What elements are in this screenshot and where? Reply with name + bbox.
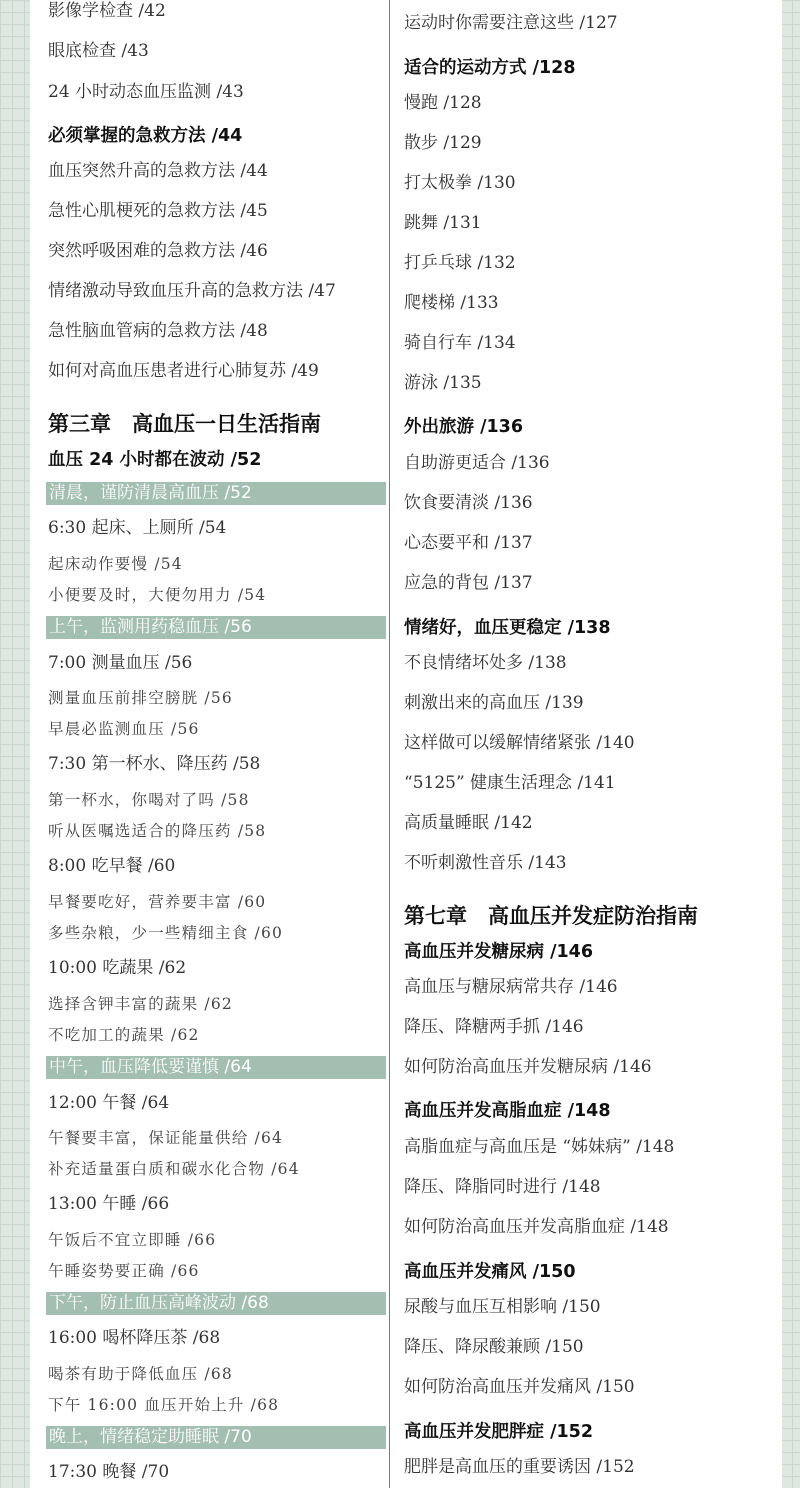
toc-period-band[interactable]: 下午，防止血压高峰波动 /68: [46, 1292, 386, 1315]
toc-subentry[interactable]: 午睡姿势要正确 /66: [48, 1262, 200, 1280]
toc-entry[interactable]: 应急的背包 /137: [404, 573, 533, 593]
toc-entry[interactable]: 慢跑 /128: [404, 93, 482, 113]
toc-entry[interactable]: 16:00 喝杯降压茶 /68: [48, 1328, 221, 1348]
toc-entry[interactable]: 跳舞 /131: [404, 213, 482, 233]
toc-entry[interactable]: 心态要平和 /137: [404, 533, 533, 553]
toc-entry[interactable]: 24 小时动态血压监测 /43: [48, 82, 244, 102]
toc-entry[interactable]: 血压突然升高的急救方法 /44: [48, 161, 268, 181]
toc-entry[interactable]: “5125” 健康生活理念 /141: [404, 773, 616, 793]
toc-subentry[interactable]: 午餐要丰富，保证能量供给 /64: [48, 1129, 284, 1147]
toc-entry[interactable]: 急性脑血管病的急救方法 /48: [48, 321, 268, 341]
toc-entry[interactable]: 如何对高血压患者进行心肺复苏 /49: [48, 361, 319, 381]
toc-section-heading[interactable]: 必须掌握的急救方法 /44: [48, 126, 243, 146]
toc-entry[interactable]: 骑自行车 /134: [404, 333, 516, 353]
chapter-heading[interactable]: 第七章 高血压并发症防治指南: [404, 904, 698, 928]
toc-subentry[interactable]: 小便要及时，大便勿用力 /54: [48, 586, 267, 604]
toc-entry[interactable]: 影像学检查 /42: [48, 1, 166, 21]
toc-entry[interactable]: 如何防治高血压并发糖尿病 /146: [404, 1057, 652, 1077]
toc-entry[interactable]: 17:30 晚餐 /70: [48, 1462, 170, 1482]
toc-entry[interactable]: 高血压与糖尿病常共存 /146: [404, 977, 618, 997]
toc-entry[interactable]: 不良情绪坏处多 /138: [404, 653, 567, 673]
toc-subentry[interactable]: 早餐要吃好，营养要丰富 /60: [48, 893, 267, 911]
toc-entry[interactable]: 游泳 /135: [404, 373, 482, 393]
column-divider: [389, 0, 390, 1488]
toc-entry[interactable]: 如何防治高血压并发高脂血症 /148: [404, 1217, 669, 1237]
toc-entry[interactable]: 高脂血症与高血压是 “姊妹病” /148: [404, 1137, 675, 1157]
toc-entry[interactable]: 不听刺激性音乐 /143: [404, 853, 567, 873]
toc-entry[interactable]: 12:00 午餐 /64: [48, 1093, 170, 1113]
toc-entry[interactable]: 这样做可以缓解情绪紧张 /140: [404, 733, 635, 753]
toc-subentry[interactable]: 多些杂粮，少一些精细主食 /60: [48, 924, 284, 942]
toc-subentry[interactable]: 选择含钾丰富的蔬果 /62: [48, 995, 233, 1013]
toc-entry[interactable]: 肥胖是高血压的重要诱因 /152: [404, 1457, 635, 1477]
toc-entry[interactable]: 13:00 午睡 /66: [48, 1194, 170, 1214]
toc-subentry[interactable]: 听从医嘱选适合的降压药 /58: [48, 822, 267, 840]
toc-entry[interactable]: 尿酸与血压互相影响 /150: [404, 1297, 601, 1317]
toc-entry[interactable]: 情绪激动导致血压升高的急救方法 /47: [48, 281, 336, 301]
toc-period-band[interactable]: 中午，血压降低要谨慎 /64: [46, 1056, 386, 1079]
toc-section-heading[interactable]: 高血压并发糖尿病 /146: [404, 942, 594, 962]
toc-entry[interactable]: 打乒乓球 /132: [404, 253, 516, 273]
toc-entry[interactable]: 降压、降糖两手抓 /146: [404, 1017, 584, 1037]
toc-entry[interactable]: 降压、降尿酸兼顾 /150: [404, 1337, 584, 1357]
toc-section-heading[interactable]: 血压 24 小时都在波动 /52: [48, 450, 262, 470]
toc-entry[interactable]: 刺激出来的高血压 /139: [404, 693, 584, 713]
toc-subentry[interactable]: 早晨必监测血压 /56: [48, 720, 200, 738]
toc-section-heading[interactable]: 适合的运动方式 /128: [404, 58, 576, 78]
toc-section-heading[interactable]: 高血压并发肥胖症 /152: [404, 1422, 594, 1442]
toc-entry[interactable]: 突然呼吸困难的急救方法 /46: [48, 241, 268, 261]
toc-entry[interactable]: 7:00 测量血压 /56: [48, 653, 193, 673]
toc-period-band[interactable]: 上午，监测用药稳血压 /56: [46, 616, 386, 639]
toc-period-band[interactable]: 晚上，情绪稳定助睡眠 /70: [46, 1426, 386, 1449]
toc-subentry[interactable]: 午饭后不宜立即睡 /66: [48, 1231, 217, 1249]
toc-entry[interactable]: 高质量睡眠 /142: [404, 813, 533, 833]
toc-section-heading[interactable]: 情绪好，血压更稳定 /138: [404, 618, 611, 638]
toc-entry[interactable]: 急性心肌梗死的急救方法 /45: [48, 201, 268, 221]
toc-entry[interactable]: 打太极拳 /130: [404, 173, 516, 193]
toc-entry[interactable]: 运动时你需要注意这些 /127: [404, 13, 618, 33]
toc-entry[interactable]: 如何防治高血压并发痛风 /150: [404, 1377, 635, 1397]
toc-subentry[interactable]: 下午 16:00 血压开始上升 /68: [48, 1396, 280, 1414]
toc-subentry[interactable]: 测量血压前排空膀胱 /56: [48, 689, 233, 707]
toc-subentry[interactable]: 喝茶有助于降低血压 /68: [48, 1365, 233, 1383]
toc-section-heading[interactable]: 高血压并发痛风 /150: [404, 1262, 576, 1282]
toc-subentry[interactable]: 不吃加工的蔬果 /62: [48, 1026, 200, 1044]
toc-entry[interactable]: 6:30 起床、上厕所 /54: [48, 518, 227, 538]
toc-period-band[interactable]: 清晨，谨防清晨高血压 /52: [46, 482, 386, 505]
toc-entry[interactable]: 爬楼梯 /133: [404, 293, 499, 313]
toc-entry[interactable]: 自助游更适合 /136: [404, 453, 550, 473]
toc-entry[interactable]: 降压、降脂同时进行 /148: [404, 1177, 601, 1197]
toc-entry[interactable]: 饮食要清淡 /136: [404, 493, 533, 513]
toc-subentry[interactable]: 补充适量蛋白质和碳水化合物 /64: [48, 1160, 300, 1178]
toc-entry[interactable]: 10:00 吃蔬果 /62: [48, 958, 187, 978]
toc-section-heading[interactable]: 外出旅游 /136: [404, 417, 524, 437]
toc-subentry[interactable]: 起床动作要慢 /54: [48, 555, 183, 573]
toc-subentry[interactable]: 第一杯水，你喝对了吗 /58: [48, 791, 250, 809]
toc-entry[interactable]: 7:30 第一杯水、降压药 /58: [48, 754, 261, 774]
chapter-heading[interactable]: 第三章 高血压一日生活指南: [48, 412, 321, 436]
toc-entry[interactable]: 眼底检查 /43: [48, 41, 149, 61]
toc-section-heading[interactable]: 高血压并发高脂血症 /148: [404, 1101, 611, 1121]
toc-entry[interactable]: 8:00 吃早餐 /60: [48, 856, 176, 876]
toc-entry[interactable]: 散步 /129: [404, 133, 482, 153]
